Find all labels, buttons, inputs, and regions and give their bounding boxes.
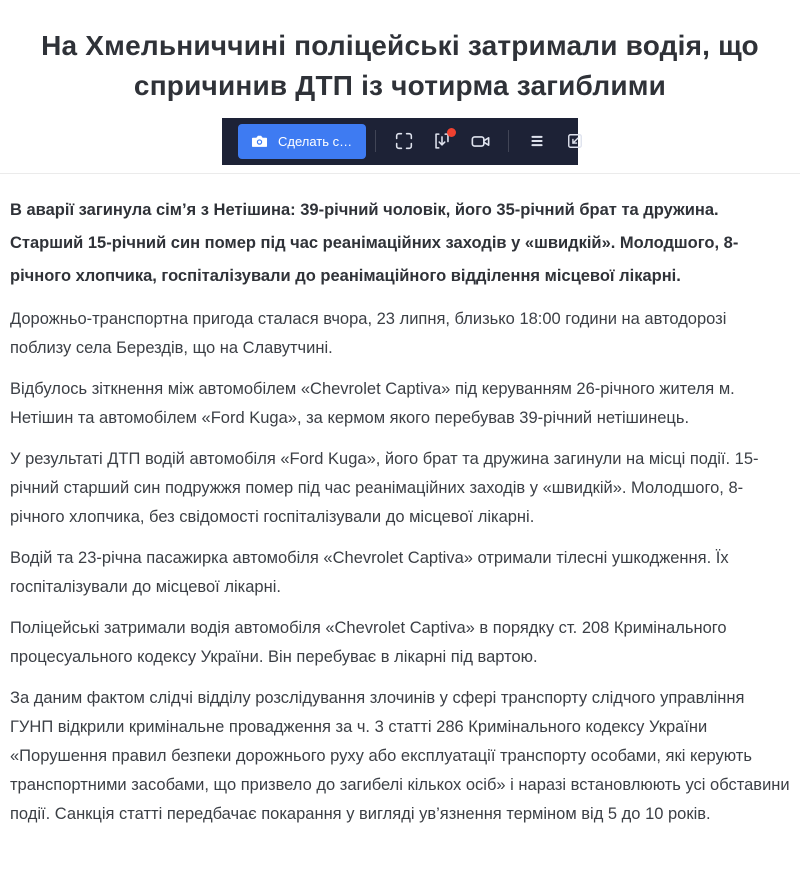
scrolling-capture-button[interactable]: [427, 126, 457, 156]
menu-icon: [527, 131, 547, 151]
article-paragraph: Поліцейські затримали водія автомобіля «Chevrolet Captiva» в порядку ст. 208 Кримінального процесуального кодексу України. Він перебуває в лікарні під вартою.: [10, 618, 727, 666]
menu-button[interactable]: [522, 126, 552, 156]
article-paragraph: У результаті ДТП водій автомобіля «Ford Kuga», його брат та дружина загинули на місці події. 15-річний старший син подружжя помер під час реанімаційних заходів у «швидкій». Молодшого, 8-річного хлопчика, без свідомості госпіталізували до місцевої лікарні.: [10, 449, 759, 526]
video-record-icon: [469, 130, 492, 153]
article-body: [0, 194, 800, 829]
dock-icon: [565, 131, 585, 151]
region-capture-button[interactable]: [389, 126, 419, 156]
article-paragraph: Дорожньо-транспортна пригода сталася вчора, 23 липня, близько 18:00 години на автодорозі поблизу села Берездів, що на Славутчині.: [10, 309, 727, 357]
article-paragraph: Водій та 23-річна пасажирка автомобіля «Chevrolet Captiva» отримали тілесні ушкодження. Їх госпіталізували до місцевої лікарні.: [10, 548, 729, 596]
video-record-button[interactable]: [465, 126, 495, 156]
screenshot-toolbar: [222, 118, 578, 165]
take-screenshot-label: Сделать с…: [278, 133, 353, 149]
dock-button[interactable]: [560, 126, 590, 156]
article-paragraph: Відбулось зіткнення між автомобілем «Chevrolet Captiva» під керуванням 26-річного жителя м. Нетішин та автомобілем «Ford Kuga», за кермом якого перебував 39-річний нетішинець.: [10, 379, 735, 427]
article-paragraph: За даним фактом слідчі відділу розслідування злочинів у сфері транспорту слідчого управління ГУНП відкрили кримінальне провадження за ч. 3 статті 286 Кримінального кодексу України «Порушення правил безпеки дорожнього руху або експлуатації транспорту особами, які керують транспортними засобами, що призвело до загибелі кількох осіб» і наразі встановлюють усі обставини події. Санкція статті передбачає покарання у вигляді ув’язнення терміном від 5 до 10 років.: [10, 688, 790, 823]
take-screenshot-button[interactable]: [238, 124, 366, 159]
header-divider: [0, 173, 800, 174]
notification-badge: [447, 128, 456, 137]
toolbar-divider: [508, 130, 509, 152]
article-lead: В аварії загинула сім’я з Нетішина: 39-річний чоловік, його 35-річний брат та дружина. Старший 15-річний син помер під час реанімаційних заходів у «швидкій». Молодшого, 8-річного хлопчика, госпіталізували до реанімаційного відділення місцевої лікарні.: [10, 200, 739, 285]
region-capture-icon: [393, 130, 415, 152]
page-title: На Хмельниччині поліцейські затримали водія, що спричинив ДТП із чотирма загиблими: [41, 30, 759, 101]
camera-icon: [250, 132, 269, 151]
toolbar-divider: [375, 130, 376, 152]
article-page: [0, 26, 800, 883]
